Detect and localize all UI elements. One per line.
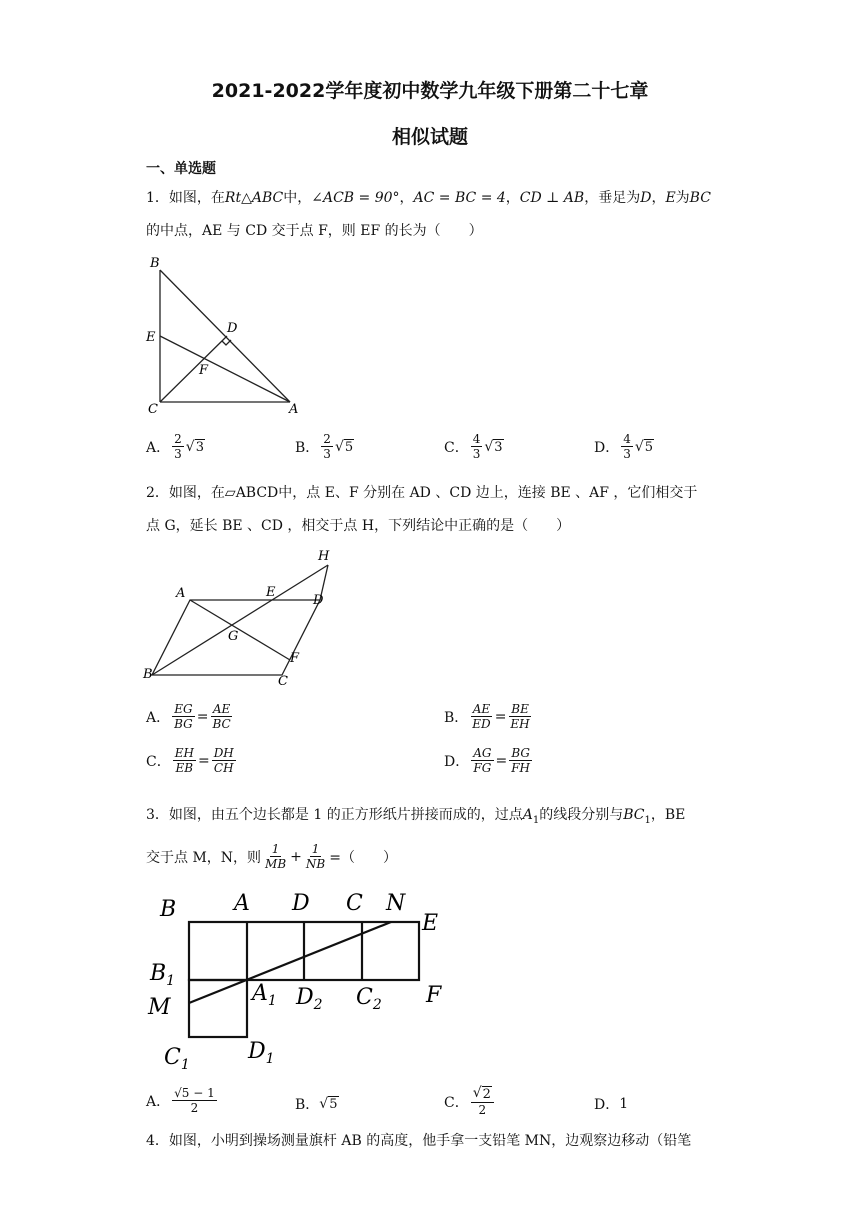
q1-figure <box>140 250 310 420</box>
q2-label-C: C <box>278 674 288 685</box>
q1-label-C: C <box>148 402 158 417</box>
q2-label-F: F <box>290 651 300 666</box>
q2-figure <box>140 545 340 685</box>
q3-label-A: A <box>234 891 250 916</box>
q3-label-B: B <box>160 897 177 922</box>
q1-label-E: E <box>146 330 156 345</box>
q1-option-b[interactable]: B． $\frac{2}{3}$ √ 5 <box>295 432 354 461</box>
document-title: 2021-2022学年度初中数学九年级下册第二十七章 <box>211 80 649 102</box>
q1-label-F: F <box>199 363 209 378</box>
document-subtitle: 相似试题 <box>391 126 468 148</box>
q4-line1: 4．如图，小明到操场测量旗杆 AB 的高度，他手拿一支铅笔 MN，边观察边移动（铅笔 <box>146 1133 692 1149</box>
q1-option-a[interactable]: A． $\frac{2}{3}$ √ 3 <box>146 432 204 461</box>
q1-line2: 的中点，AE 与 CD 交于点 F，则 EF 的长为（ ） <box>146 223 483 239</box>
q3-label-A1: $A_1$ <box>252 981 277 1009</box>
q3-label-B1: $B_1$ <box>150 961 176 989</box>
q2-label-G: G <box>228 629 239 644</box>
q1-option-c[interactable]: C． $\frac{4}{3}$ √ 3 <box>444 432 503 461</box>
q3-label-C: C <box>346 891 363 916</box>
q3-label-D1: $D_1$ <box>248 1039 275 1067</box>
q3-label-D2: $D_2$ <box>296 985 323 1013</box>
q2-label-E: E <box>266 585 276 600</box>
q3-label-M: M <box>148 995 171 1020</box>
q3-option-b[interactable]: B． √ 5 <box>295 1096 338 1113</box>
section-label: 一、单选题 <box>146 161 216 177</box>
q3-line1: 3．如图，由五个边长都是 1 的正方形纸片拼接而成的，过点$A_1$的线段分别与$BC_1$，BE <box>146 807 686 826</box>
q2-option-a[interactable]: A． $\frac{EG}{BG}$ = $\frac{AE}{BC}$ <box>146 702 231 731</box>
q1-number: 1． <box>146 190 169 206</box>
q1-label-D: D <box>227 321 238 336</box>
q3-label-E: E <box>422 911 439 936</box>
q2-label-D: D <box>313 593 324 608</box>
q2-option-c[interactable]: C． $\frac{EH}{EB}$ = $\frac{DH}{CH}$ <box>146 746 234 775</box>
q3-option-a[interactable]: A． $\frac{√5 - 1}{2}$ <box>146 1086 215 1115</box>
q2-label-B: B <box>143 667 153 682</box>
q3-option-d[interactable]: D． 1 <box>594 1096 629 1113</box>
q2-label-A: A <box>176 586 186 601</box>
q3-label-N: N <box>386 891 406 916</box>
q1-option-d[interactable]: D． $\frac{4}{3}$ √ 5 <box>594 432 654 461</box>
q1-label-A: A <box>289 402 299 417</box>
q3-line2: 交于点 M，N，则 $\frac{1}{MB}$ + $\frac{1}{NB}$ =（ ） <box>146 842 397 871</box>
q2-label-H: H <box>318 549 330 564</box>
q2-option-d[interactable]: D． $\frac{AG}{FG}$ = $\frac{BG}{FH}$ <box>444 746 531 775</box>
q3-label-F: F <box>426 983 442 1008</box>
q3-label-C2: $C_2$ <box>356 985 382 1013</box>
q1-line1: 1．如图，在Rt△ABC中，∠ACB = 90°，AC = BC = 4，CD ⊥ AB，垂足为D，E为BC <box>146 190 711 206</box>
q3-option-c[interactable]: C． √ 2 2 <box>444 1086 496 1117</box>
q1-label-B: B <box>150 256 160 271</box>
q3-label-C1: $C_1$ <box>164 1045 190 1073</box>
q2-line1: 2．如图，在▱ABCD中，点 E、F 分别在 AD 、CD 边上，连接 BE 、AF ，它们相交于 <box>146 485 698 501</box>
q2-line2: 点 G，延长 BE 、CD ，相交于点 H，下列结论中正确的是（ ） <box>146 518 571 534</box>
q3-figure <box>140 880 460 1075</box>
q3-label-D: D <box>292 891 310 916</box>
q2-option-b[interactable]: B． $\frac{AE}{ED}$ = $\frac{BE}{EH}$ <box>444 702 530 731</box>
